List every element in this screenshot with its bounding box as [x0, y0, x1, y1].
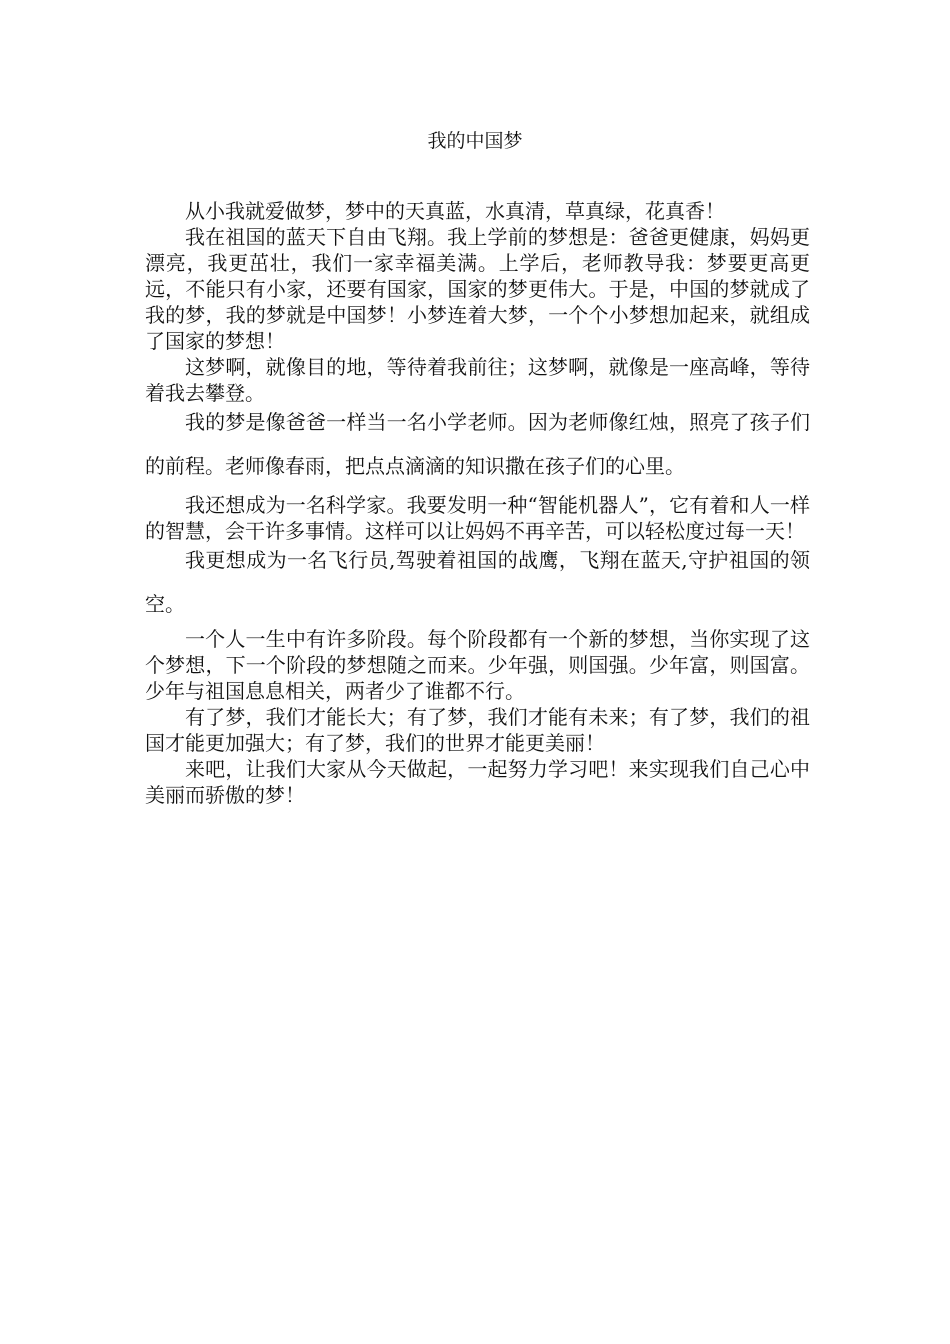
- paragraph-7: 一个人一生中有许多阶段。每个阶段都有一个新的梦想，当你实现了这个梦想，下一个阶段的梦想随之而来。少年强，则国强。少年富，则国富。少年与祖国息息相关，两者少了谁都不行。: [145, 627, 810, 703]
- paragraph-9: 来吧，让我们大家从今天做起，一起努力学习吧！来实现我们自己心中美丽而骄傲的梦！: [145, 757, 810, 807]
- document-title: 我的中国梦: [427, 130, 523, 152]
- document-body: [145, 198, 810, 808]
- paragraph-4: 我的梦是像爸爸一样当一名小学老师。因为老师像红烛，照亮了孩子们的前程。老师像春雨，把点点滴滴的知识撒在孩子们的心里。: [145, 410, 810, 478]
- paragraph-8: 有了梦，我们才能长大；有了梦，我们才能有未来；有了梦，我们的祖国才能更加强大；有了梦，我们的世界才能更美丽！: [145, 705, 810, 755]
- paragraph-2: 我在祖国的蓝天下自由飞翔。我上学前的梦想是：爸爸更健康，妈妈更漂亮，我更茁壮，我们一家幸福美满。上学后，老师教导我：梦要更高更远，不能只有小家，还要有国家，国家的梦更伟大。于是，中国的梦就成了我的梦，我的梦就是中国梦！小梦连着大梦，一个个小梦想加起来，就组成了国家的梦想！: [145, 225, 810, 353]
- paragraph-1: 从小我就爱做梦，梦中的天真蓝，水真清，草真绿，花真香！: [185, 199, 725, 223]
- paragraph-6: 我更想成为一名飞行员,驾驶着祖国的战鹰，飞翔在蓝天,守护祖国的领空。: [145, 548, 810, 616]
- paragraph-5: 我还想成为一名科学家。我要发明一种“智能机器人”，它有着和人一样的智慧，会干许多事情。这样可以让妈妈不再辛苦，可以轻松度过每一天！: [145, 493, 810, 543]
- paragraph-3: 这梦啊，就像目的地，等待着我前往；这梦啊，就像是一座高峰，等待着我去攀登。: [145, 355, 810, 405]
